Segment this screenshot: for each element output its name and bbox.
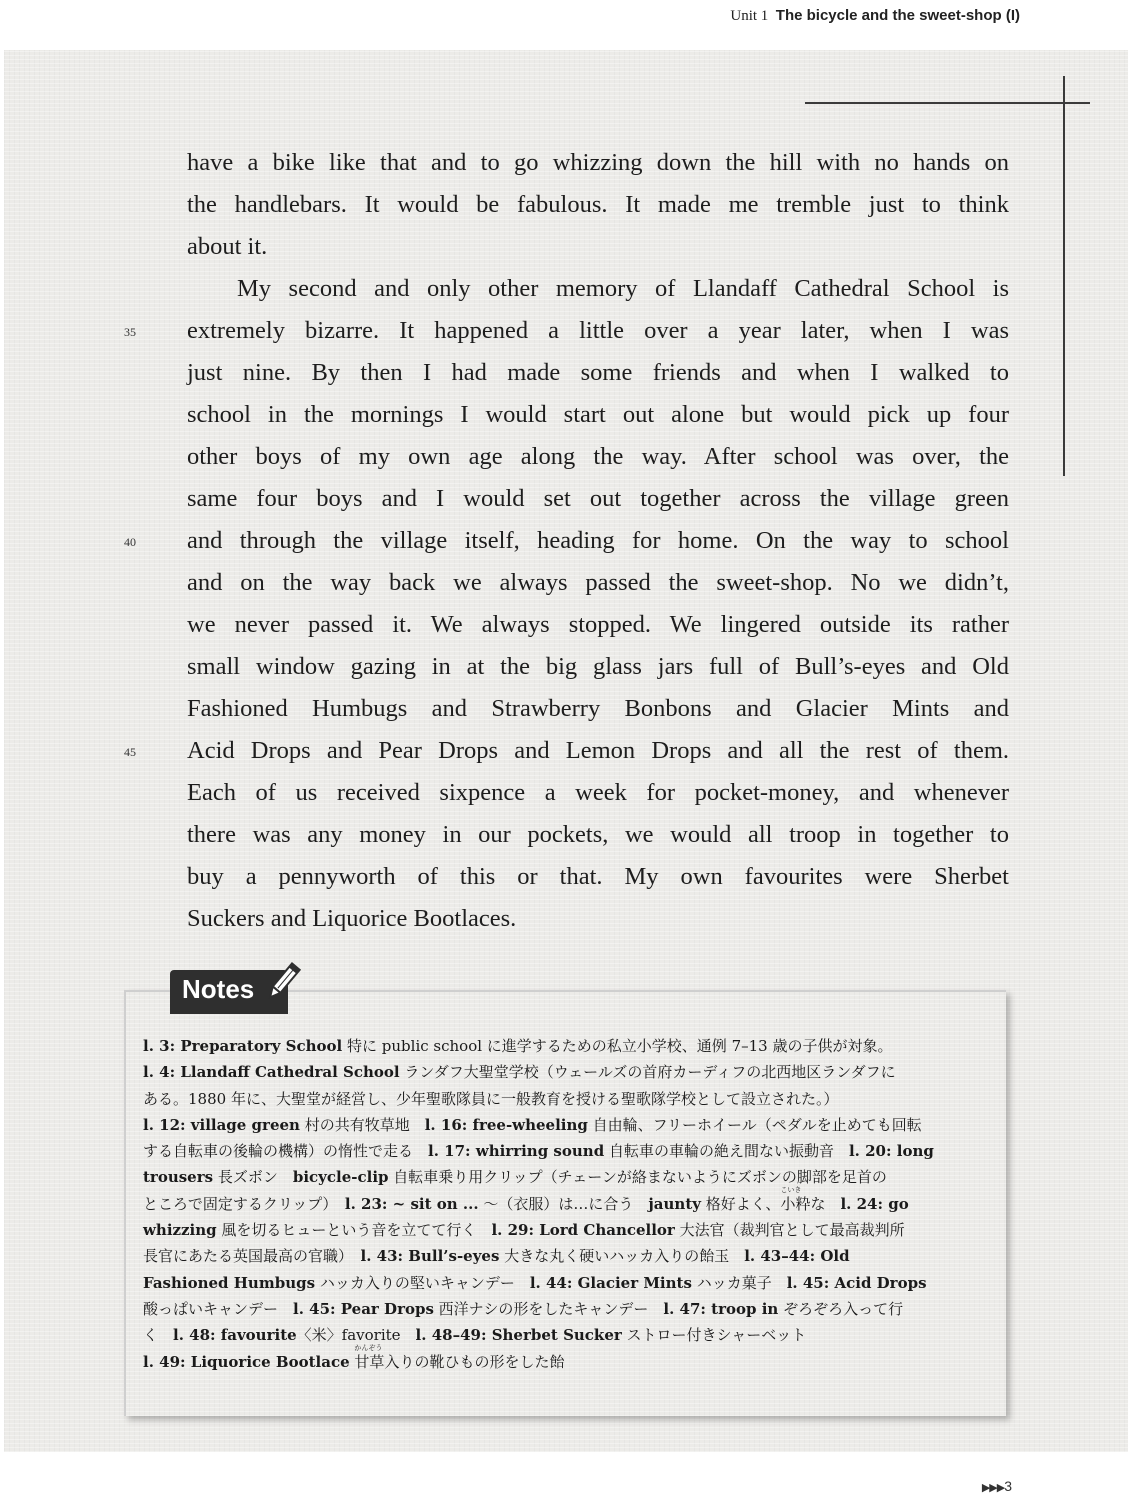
triangle-marker-icon: ▶▶▶ xyxy=(981,1482,1005,1494)
note-gloss: 大法官（裁判官として最高裁判所 xyxy=(674,1221,905,1240)
note-gloss: ハッカ菓子 xyxy=(691,1273,787,1292)
note-gloss: 特に public school に進学するための私立小学校、通例 7–13 歳の子供が対象。 xyxy=(342,1037,893,1055)
passage-line: about it. xyxy=(187,233,268,260)
note-gloss: ランダフ大聖堂学校（ウェールズの首府カーディフの北西地区ランダフに xyxy=(399,1063,896,1082)
page-footer xyxy=(982,1478,1012,1494)
note-line xyxy=(143,1217,993,1243)
note-gloss: 〈米〉favorite xyxy=(296,1326,416,1345)
passage-line: Acid Drops and Pear Drops and Lemon Drops and all the rest of them. xyxy=(187,737,1009,764)
notes-title: Notes xyxy=(182,974,255,1004)
passage-line: the handlebars. It would be fabulous. It made me tremble just to think xyxy=(187,191,1009,218)
note-term: l. 3: Preparatory School xyxy=(143,1037,343,1055)
note-line xyxy=(143,1296,993,1322)
note-line xyxy=(143,1343,993,1375)
note-term: bicycle-clip xyxy=(292,1168,389,1187)
note-gloss: ところで固定するクリップ） xyxy=(143,1194,345,1213)
note-term: l. 45: Acid Drops xyxy=(786,1273,927,1292)
note-term: l. 23: ~ sit on ... xyxy=(344,1194,479,1213)
ruby-reading: こいき xyxy=(780,1185,802,1194)
note-line xyxy=(143,1086,993,1112)
note-term: l. 43: Bull’s-eyes xyxy=(360,1247,500,1266)
ruby-reading: かんぞう xyxy=(354,1343,383,1352)
passage-line: Suckers and Liquorice Bootlaces. xyxy=(187,905,517,932)
note-line xyxy=(143,1243,993,1269)
ruby-base: 甘草 xyxy=(354,1352,385,1371)
passage-line: other boys of my own age along the way. After school was over, the xyxy=(187,443,1009,470)
page-number: 3 xyxy=(1004,1478,1012,1494)
note-gloss: 長官にあたる英国最高の官職） xyxy=(143,1247,361,1266)
passage-line: same four boys and I would set out together across the village green xyxy=(187,485,1009,512)
notes-text xyxy=(143,1033,993,1375)
note-gloss: ストロー付きシャーベット xyxy=(621,1326,807,1345)
note-gloss: 自転車の車輪の絶え間ない振動音 xyxy=(604,1142,849,1161)
note-term: l. 24: go xyxy=(840,1194,909,1213)
note-gloss: く xyxy=(143,1326,174,1345)
note-gloss: ぞろぞろ入って行 xyxy=(778,1299,904,1318)
note-gloss: 村の共有牧草地 xyxy=(299,1115,425,1134)
note-term: l. 20: long xyxy=(848,1142,934,1161)
ruby-word xyxy=(780,1185,811,1213)
decorative-rule-vertical xyxy=(1063,76,1065,476)
note-gloss: 酸っぱいキャンデー xyxy=(143,1299,294,1318)
note-line xyxy=(143,1185,993,1217)
note-term: l. 45: Pear Drops xyxy=(293,1299,434,1318)
passage-line: and on the way back we always passed the sweet-shop. No we didn’t, xyxy=(187,569,1009,596)
note-line xyxy=(143,1164,993,1190)
passage-text xyxy=(187,142,1009,940)
note-term: trousers xyxy=(143,1168,214,1187)
note-term: l. 48: favourite xyxy=(173,1326,297,1345)
decorative-rule-horizontal xyxy=(805,102,1090,104)
line-number: 45 xyxy=(124,745,136,759)
ruby-base: 小粋 xyxy=(780,1194,811,1213)
note-term: l. 12: village green xyxy=(143,1115,300,1134)
passage-line: school in the mornings I would start out alone but would pick up four xyxy=(187,401,1009,428)
ruby-word xyxy=(354,1343,385,1371)
note-term: jaunty xyxy=(648,1194,701,1213)
note-gloss: ～（衣服）は…に合う xyxy=(478,1194,649,1213)
note-gloss: 入りの靴ひもの形をした飴 xyxy=(384,1352,565,1371)
passage-line: Each of us received sixpence a week for pocket-money, and whenever xyxy=(187,779,1009,806)
note-line xyxy=(143,1059,993,1085)
note-line xyxy=(143,1138,993,1164)
passage-line: just nine. By then I had made some friends and when I walked to xyxy=(187,359,1009,386)
unit-label: Unit 1 xyxy=(730,8,769,24)
passage-line: Fashioned Humbugs and Strawberry Bonbons and Glacier Mints and xyxy=(187,695,1009,722)
note-gloss: 風を切るヒューという音を立てて行く xyxy=(216,1221,492,1240)
note-line xyxy=(143,1033,993,1059)
note-gloss: ハッカ入りの堅いキャンデー xyxy=(315,1273,530,1292)
passage-line: have a bike like that and to go whizzing down the hill with no hands on xyxy=(187,149,1009,176)
pencil-icon xyxy=(262,960,304,1008)
note-gloss: する自転車の後輪の機構）の惰性で走る xyxy=(143,1142,429,1161)
passage-line: extremely bizarre. It happened a little over a year later, when I was xyxy=(187,317,1009,344)
note-term: l. 48–49: Sherbet Sucker xyxy=(415,1326,622,1345)
note-gloss: 大きな丸く硬いハッカ入りの飴玉 xyxy=(499,1247,745,1266)
passage-line: My second and only other memory of Llandaff Cathedral School is xyxy=(237,275,1009,302)
passage-line: we never passed it. We always stopped. We lingered outside its rather xyxy=(187,611,1009,638)
note-gloss: 自転車乗り用クリップ（チェーンが絡まないようにズボンの脚部を足首の xyxy=(388,1168,887,1187)
note-term: whizzing xyxy=(143,1221,217,1240)
passage-line: buy a pennyworth of this or that. My own favourites were Sherbet xyxy=(187,863,1009,890)
passage-line: there was any money in our pockets, we would all troop in together to xyxy=(187,821,1009,848)
note-term: l. 43–44: Old xyxy=(744,1247,850,1266)
note-line xyxy=(143,1270,993,1296)
note-gloss: ある。1880 年に、大聖堂が経営し、少年聖歌隊員に一般教育を授ける聖歌隊学校として設立された。） xyxy=(143,1089,839,1108)
note-term: l. 17: whirring sound xyxy=(428,1142,605,1161)
note-gloss: 自由輪、フリーホイール（ペダルを止めても回転 xyxy=(587,1115,922,1134)
note-term: l. 47: troop in xyxy=(663,1299,779,1318)
note-term: l. 16: free-wheeling xyxy=(424,1115,588,1134)
note-term: l. 44: Glacier Mints xyxy=(529,1273,692,1292)
passage-line: small window gazing in at the big glass jars full of Bull’s-eyes and Old xyxy=(187,653,1009,680)
note-line xyxy=(143,1112,993,1138)
note-gloss: 格好よく、 xyxy=(700,1194,781,1213)
passage-line: and through the village itself, heading for home. On the way to school xyxy=(187,527,1009,554)
note-gloss: 長ズボン xyxy=(213,1168,293,1187)
note-term: l. 4: Llandaff Cathedral School xyxy=(143,1063,400,1082)
note-term: l. 49: Liquorice Bootlace xyxy=(143,1352,350,1371)
note-term: Fashioned Humbugs xyxy=(143,1273,316,1292)
note-line xyxy=(143,1322,993,1348)
note-gloss: な xyxy=(810,1194,841,1213)
note-gloss: 西洋ナシの形をしたキャンデー xyxy=(433,1299,664,1318)
unit-heading xyxy=(730,7,1020,25)
page-header xyxy=(0,0,1132,46)
line-number: 40 xyxy=(124,535,136,549)
line-number: 35 xyxy=(124,325,136,339)
note-term: l. 29: Lord Chancellor xyxy=(491,1221,675,1240)
unit-title: The bicycle and the sweet-shop (I) xyxy=(775,7,1020,24)
